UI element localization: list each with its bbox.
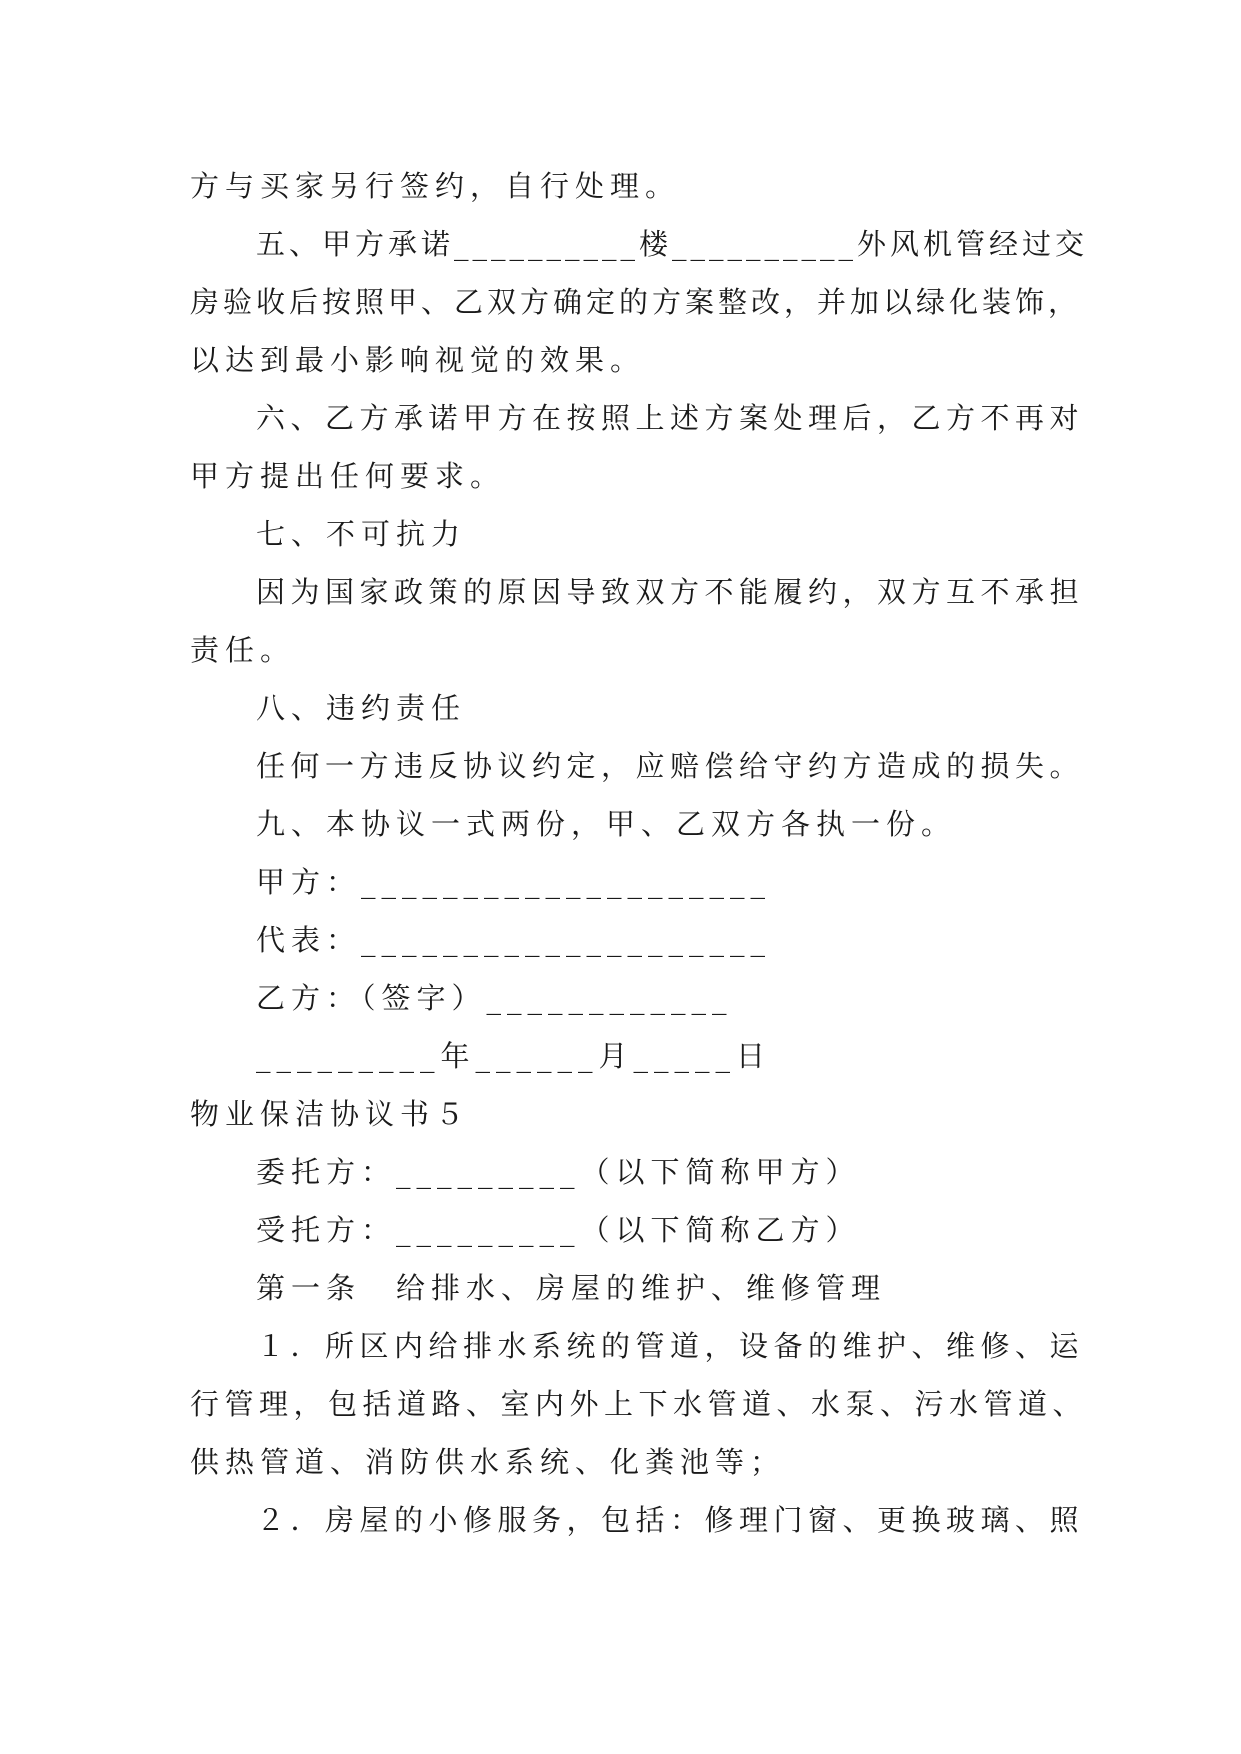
- text-line: 行管理，包括道路、室内外上下水管道、水泵、污水管道、: [190, 1387, 1088, 1421]
- client-line: 委托方：_________（以下简称甲方）: [256, 1155, 861, 1189]
- text-line: 因为国家政策的原因导致双方不能履约，双方互不承担: [256, 575, 1085, 609]
- section-heading: 八、违约责任: [256, 691, 467, 725]
- signature-party-a: 甲方：____________________: [256, 865, 772, 899]
- text-line: 方与买家另行签约，自行处理。: [190, 169, 681, 203]
- signature-representative: 代表：____________________: [256, 923, 772, 957]
- text-line: 任何一方违反协议约定，应赔偿给守约方造成的损失。: [256, 749, 1085, 783]
- text-line: 甲方提出任何要求。: [190, 459, 506, 493]
- text-line: 房验收后按照甲、乙双方确定的方案整改，并加以绿化装饰，: [190, 285, 1082, 319]
- document-title: 物业保洁协议书５: [190, 1097, 471, 1131]
- text-line: 六、乙方承诺甲方在按照上述方案处理后，乙方不再对: [256, 401, 1085, 435]
- text-line: 供热管道、消防供水系统、化粪池等；: [190, 1445, 786, 1479]
- text-line: 九、本协议一式两份，甲、乙双方各执一份。: [256, 807, 957, 841]
- text-line: １．所区内给排水系统的管道，设备的维护、维修、运: [256, 1329, 1085, 1363]
- date-line: _________年______月_____日: [256, 1039, 772, 1073]
- section-heading: 七、不可抗力: [256, 517, 467, 551]
- text-line: ２．房屋的小修服务，包括：修理门窗、更换玻璃、照: [256, 1503, 1085, 1537]
- contractor-line: 受托方：_________（以下简称乙方）: [256, 1213, 861, 1247]
- text-line: 五、甲方承诺__________楼__________外风机管经过交: [256, 227, 1089, 261]
- signature-party-b: 乙方：（签字）____________: [256, 981, 733, 1015]
- text-line: 以达到最小影响视觉的效果。: [190, 343, 646, 377]
- article-heading: 第一条 给排水、房屋的维护、维修管理: [256, 1271, 887, 1305]
- text-line: 责任。: [190, 633, 296, 667]
